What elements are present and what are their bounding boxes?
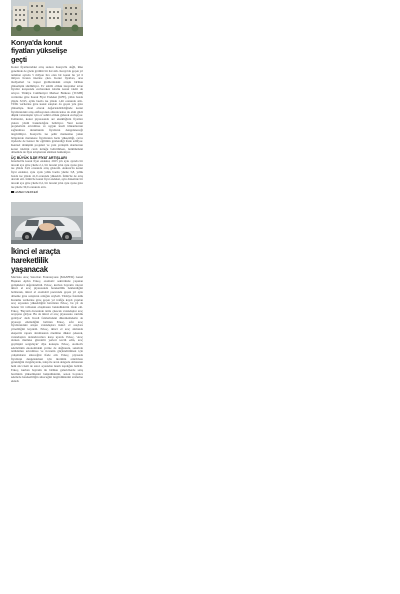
article1-paragraph1: Konut fiyatlarındaki artış sadece Konya'da değil, ülke genelinde de gözle görülür bir hal aldı. Konya'da geçen yıl temmuz ayında 5 milyon lira olan bir konut bu yıl 6 milyon liranın üzerine çıktı. Konut fiyatları, arsa maliyetleri ve inşaat girdilerindeki artışla birlikte yükselişini sürdürüyor. Ev sahibi olmak isteyenler artan fiyatlar karşısında zorlanırken kiralık konut talebi de artıyor. Türkiye Cumhuriyet Merkez Bankası (TCMB) verilerine göre Konut Fiyat Endeksi (KFE), yıllık bazda yüzde 32,95, aylık bazda ise yüzde 1,46 oranında arttı. TÜİK verilerine göre konut satışları da geçen yıla göre yükselişte. Reel olarak değerlendirildiğinde konut fiyatlarındaki artış enflasyonun altında kalsa da alım gücü düşük vatandaşlar için ev sahibi olmak giderek zorlaşıyor. Uzmanlar, konut piyasasında arz eksikliğinin fiyatları yukarı yönlü baskıladığını belirtiyor. Yeni konut projelerinin artırılması ve uygun kredi imkanlarının sağlanması durumunda fiyatların dengeleneceği öngörülüyor. Konya'da ise şehir merkezine yakın bölgelerde metrekare fiyatlarının hızla yükseldiği, çevre ilçelerde de benzer bir eğilimin gözlendiği ifade ediliyor. Kentsel dönüşüm projeleri ve yeni yerleşim alanlarının konut talebini canlı tuttuğu belirtilirken, önümüzdeki dönemde de fiyat artışlarının sürmesi bekleniyor. xyxy=(11,65,83,155)
article1-photo xyxy=(11,0,83,36)
news-column xyxy=(11,0,83,384)
article1-paragraph2: İstanbul'da konut fiyat endeksi, 2023 yılı aynı ayında bir önceki aya göre yüzde 2,1, bir önceki yılın aynı ayına göre ise yüzde 34,9 oranında artış gösterdi. Ankara'da konut fiyat endeksi, aynı ayda yıllık bazda yüzde 3,8, yıllık bazda ise yüzde 41,9 oranında yükseldi. İzmir'de de artış devam etti. İzmir'de konut fiyat endeksi, aynı dönemde bir önceki aya göre yüzde 0,2, bir önceki yılın aynı ayına göre ise yüzde 30,9 oranında arttı. xyxy=(11,158,83,189)
car-handshake-photo xyxy=(11,202,83,244)
credit-text: HABER MERKEZİ xyxy=(14,189,39,194)
article2-paragraph1: Mevlana Araç Satıcıları Federasyonu (MASFED) Genel Başkanı Aydın Erkoç, otomotiv sektöründe yaşanan gelişmeleri değerlendirdi. Erkoç, kurban bayramı öncesi ikinci el araç piyasasında hareketlilik beklendiğini belirterek, ikinci el otomobil pazarında geçen yıl aynı döneme göre satışların arttığını söyledi. Türkiye İstatistik Kurumu verilerine göre geçen yıl trafiğe kaydı yapılan araç sayısının yükseldiğini hatırlatan Erkoç, bu yıl da benzer bir tablonun oluşmasını beklediklerini ifade etti. Erkoç, 'Bayram öncesinde tatile çıkacak vatandaşlar araç arayışına giriyor. Bu da ikinci el araç piyasasına canlılık getiriyor' dedi. Kredi faizlerindeki düzenlemelerin de piyasayı etkilediğini belirten Erkoç, sıfır araç fiyatlarındaki artışın vatandaşları ikinci el araçlara yönelttiğini kaydetti. Erkoç, ikinci el araç alımında ekspertiz raporu alınmasının önemine dikkat çekerek, vatandaşları dolandırıcılara karşı uyardı. Erkoç, 'Araç alırken mutlaka güvenilir yerleri tercih edin, araç geçmişini sorgulayın' diye konuştu. Erkoç, otomotiv sektörünün ekonomideki yerine de değinerek, sektörde istihdamın artırılması ve ticaretin güçlendirilmesi için çalışmaların süreceğini ifade etti. Erkoç, piyasada fiyatların dengelenmesi için üretimin artırılması gerektiğini vurgulayarak, talep ile arzın dengede olmasının hem alıcı hem de satıcı açısından önem taşıdığını belirtti. Erkoç, kurban bayramı ile birlikte galericilerde satış hacminin yükselmesini beklediklerini, sezon boyunca sektörde hareketliliğin süreceğini öngördüklerini sözlerine ekledi. xyxy=(11,275,83,383)
article1-headline: Konya'da konut fiyatları yükselişe geçti xyxy=(11,38,67,64)
article2-photo xyxy=(11,202,83,244)
square-bullet-icon xyxy=(11,191,14,194)
city-buildings-photo xyxy=(11,0,83,36)
article2-headline: İkinci el araçta hareketlilik yaşanacak xyxy=(11,246,60,274)
article1-subheading: ÜÇ BÜYÜK İLDE FİYAT ARTIŞLARI xyxy=(11,155,67,160)
